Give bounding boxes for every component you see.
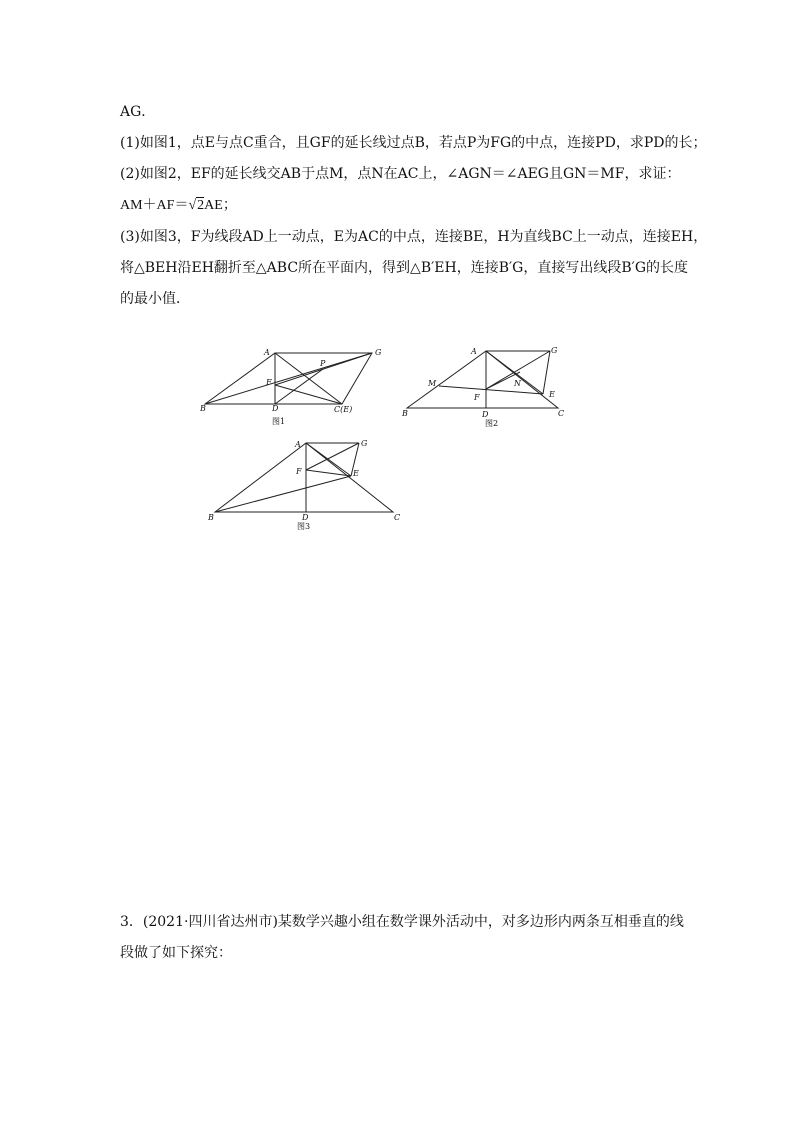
question-part-3-cont: 将△BEH沿EH翻折至△ABC所在平面内，得到△B′EH，连接B′G，直接写出线段B′G的长度: [120, 260, 689, 276]
figure-3-lines: [215, 443, 393, 512]
fig1-label-g: G: [375, 348, 382, 357]
fig2-caption: 图2: [485, 419, 499, 428]
fig2-label-f: F: [474, 393, 480, 402]
fig3-label-d: D: [302, 513, 309, 522]
fig2-label-m: M: [428, 379, 437, 388]
fig3-label-a: A: [295, 440, 301, 449]
fig3-label-e: E: [353, 469, 359, 478]
question-part-2: (2)如图2，EF的延长线交AB于点M，点N在AC上，∠AGN＝∠AEG且GN＝MF，求证：: [120, 166, 681, 182]
fig3-label-g: G: [361, 439, 368, 448]
sqrt-radicand: 2: [197, 198, 205, 213]
fig2-label-b: B: [402, 409, 408, 418]
question-part-1: (1)如图1，点E与点C重合，且GF的延长线过点B，若点P为FG的中点，连接PD，求PD的长；: [120, 135, 707, 151]
sqrt-symbol: √: [188, 198, 197, 213]
fig2-label-e: E: [549, 390, 555, 399]
fig3-label-f: F: [296, 467, 302, 476]
fig3-label-c: C: [394, 513, 401, 522]
fig1-label-d: D: [272, 404, 279, 413]
fig1-label-f: F: [266, 378, 272, 387]
question-part-3: (3)如图3，F为线段AD上一动点，E为AC的中点，连接BE，H为直线BC上一动点，连接EH，: [120, 229, 708, 245]
fig2-label-n: N: [514, 379, 521, 388]
fig1-caption: 图1: [272, 417, 286, 426]
fig3-caption: 图3: [297, 522, 311, 531]
fig2-label-a: A: [471, 347, 477, 356]
question-part-3-end: 的最小值．: [120, 291, 190, 307]
fig2-label-c: C: [558, 409, 565, 418]
fig1-label-ce: C(E): [334, 405, 353, 414]
question-3-cont: 段做了如下探究：: [120, 945, 232, 961]
fig1-label-p: P: [320, 359, 326, 368]
question-3-header: 3．(2021·四川省达州市)某数学兴趣小组在数学课外活动中，对多边形内两条互相垂直的线: [120, 914, 684, 930]
fig2-label-d: D: [482, 410, 489, 419]
equation-right: AE；: [204, 198, 237, 213]
equation-left: AM＋AF＝: [120, 198, 189, 213]
fig2-label-g: G: [551, 346, 558, 355]
fig1-label-b: B: [200, 404, 206, 413]
fig1-label-a: A: [264, 348, 270, 357]
fig3-label-b: B: [208, 513, 214, 522]
text-line-ag: AG．: [120, 104, 156, 120]
